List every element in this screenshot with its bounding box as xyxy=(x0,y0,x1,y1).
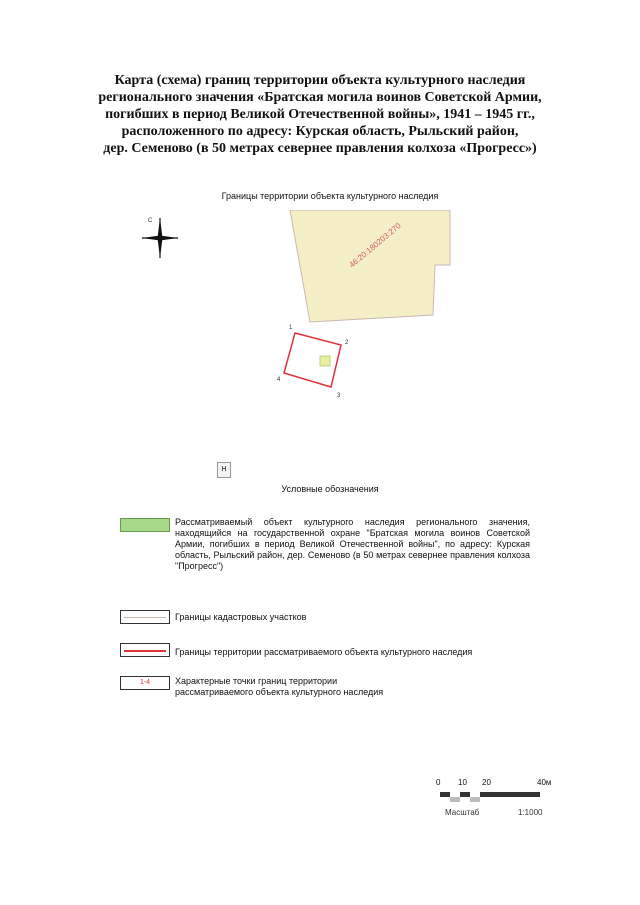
legend-swatch-territory xyxy=(120,643,170,657)
scale-tick: 20 xyxy=(482,778,491,787)
parcel-label: 46:20:180203:270 xyxy=(347,221,403,270)
legend-title: Условные обозначения xyxy=(281,484,379,494)
title-line: дер. Семеново (в 50 метрах севернее правления колхоза «Прогресс») xyxy=(103,141,537,156)
legend-swatch-points: 1-4 xyxy=(120,676,170,690)
site-plan-map xyxy=(240,210,470,410)
territory-boundary xyxy=(284,333,341,387)
boundary-point-label: 4 xyxy=(277,377,281,383)
title-line: Карта (схема) границ территории объекта культурного наследия xyxy=(114,73,526,88)
scale-tick: 0 xyxy=(436,778,441,787)
boundary-point-label: 2 xyxy=(345,340,349,346)
scale-tick: 10 xyxy=(458,778,467,787)
legend-text-object: Рассматриваемый объект культурного наследия регионального значения, находящийся на государственной охране "Братская могила воинов Советской Армии, погибших в период Великой Отечественной войны", по адресу: Курская область, Рыльский район, дер. Семеново (в 50 метрах севернее правления колхоза "Прогресс") xyxy=(175,517,530,571)
legend-text-points: Характерные точки границ территории рассматриваемого объекта культурного наследия xyxy=(175,676,384,697)
legend-text-cadastral: Границы кадастровых участков xyxy=(175,612,307,622)
compass-label: С xyxy=(148,218,153,224)
map-title xyxy=(60,72,580,157)
scale-label: Масштаб xyxy=(445,808,480,817)
title-line: погибших в период Великой Отечественной войны», 1941 – 1945 гг., xyxy=(105,107,535,122)
heritage-object xyxy=(320,356,330,366)
scale-ratio: 1:1000 xyxy=(518,808,543,817)
legend-text-territory: Границы территории рассматриваемого объекта культурного наследия xyxy=(175,647,473,657)
boundary-point-label: 1 xyxy=(289,325,293,331)
title-line: расположенного по адресу: Курская область, Рыльский район, xyxy=(121,124,519,139)
scale-tick: 40м xyxy=(537,778,552,787)
scale-bar xyxy=(410,775,560,825)
cadastral-parcel xyxy=(290,210,450,322)
title-line: регионального значения «Братская могила воинов Советской Армии, xyxy=(98,90,542,105)
map-caption: Границы территории объекта культурного наследия xyxy=(221,191,439,201)
legend-swatch-cadastral xyxy=(120,610,170,624)
north-mark-icon: Н xyxy=(217,462,231,478)
legend-swatch-object xyxy=(120,518,170,532)
boundary-point-label: 3 xyxy=(337,393,341,399)
compass-rose-icon xyxy=(140,214,180,260)
